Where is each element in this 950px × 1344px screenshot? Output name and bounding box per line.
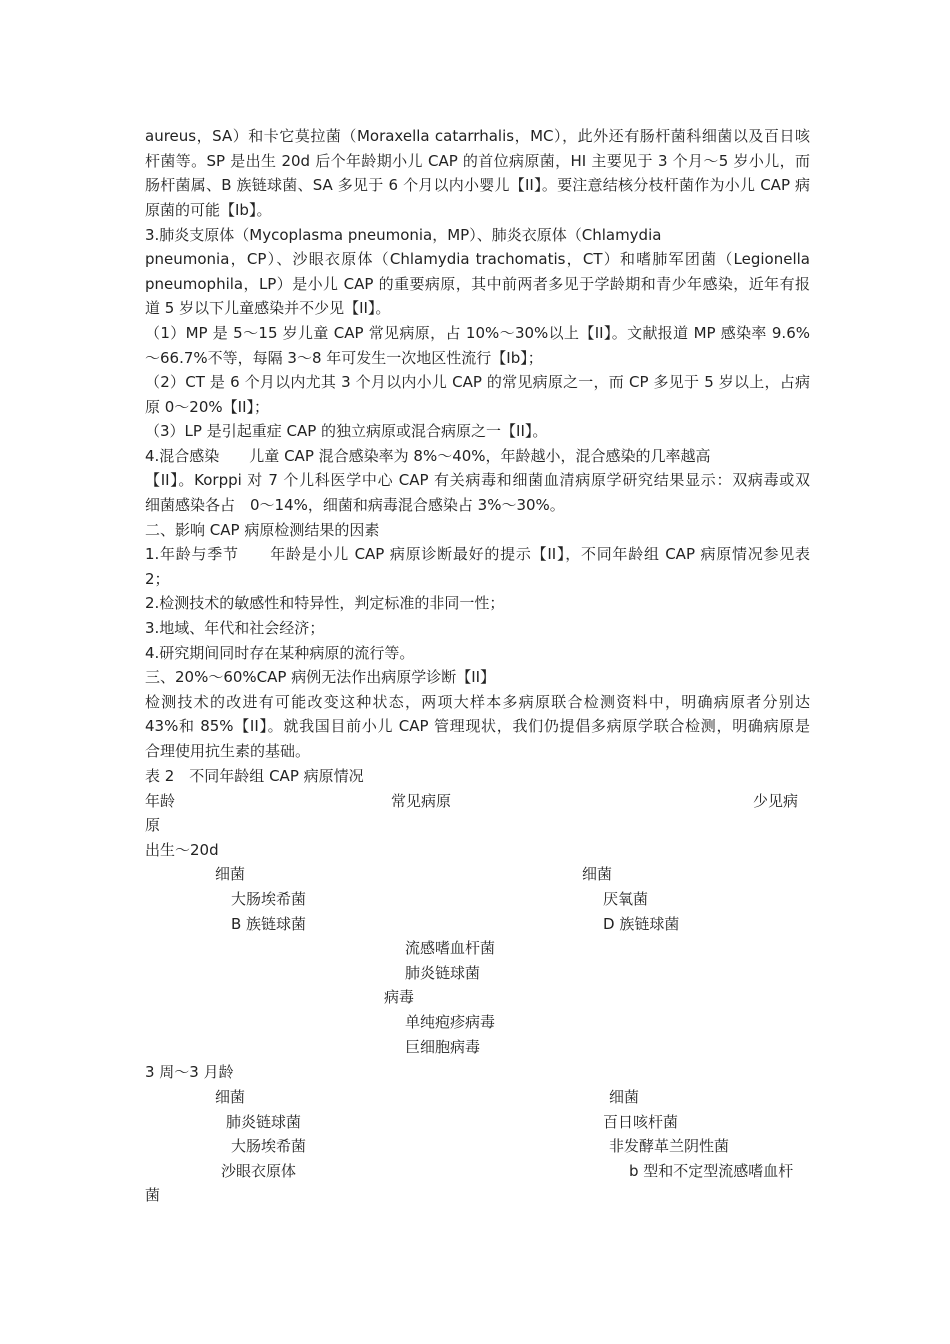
text-line: 道 5 岁以下儿童感染并不少见【II】。 (145, 299, 391, 317)
text-line: （1）MP 是 5～15 岁儿童 CAP 常见病原，占 10%～30%以上【II】。文献报道 MP 感染率 9.6% (145, 324, 810, 342)
table-cell: 厌氧菌 (603, 890, 649, 908)
text-line: 肠杆菌属、B 族链球菌、SA 多见于 6 个月以内小婴儿【II】。要注意结核分枝杆菌作为小儿 CAP 病 (145, 176, 810, 194)
text-line: aureus，SA）和卡它莫拉菌（Moraxella catarrhalis，MC），此外还有肠杆菌科细菌以及百日咳 (145, 127, 810, 145)
table-cell: B 族链球菌 (231, 915, 307, 933)
table-header-rare-cont: 原 (145, 816, 161, 834)
text-line: ～66.7%不等，每隔 3～8 年可发生一次地区性流行【Ib】； (145, 349, 543, 367)
table-header-age: 年龄 (145, 792, 176, 810)
text-line: 细菌感染各占 0～14%，细菌和病毒混合感染占 3%～30%。 (145, 496, 565, 514)
text-line: （3）LP 是引起重症 CAP 的独立病原或混合病原之一【II】。 (145, 422, 548, 440)
table-cell: 流感嗜血杆菌 (405, 939, 496, 957)
table-cell: D 族链球菌 (603, 915, 680, 933)
text-line: 合理使用抗生素的基础。 (145, 742, 311, 760)
table-cell: 大肠埃希菌 (231, 1137, 307, 1155)
text-line: 原 0～20%【II】； (145, 398, 269, 416)
table-cell: 肺炎链球菌 (226, 1113, 302, 1131)
text-line: 3.地域、年代和社会经济； (145, 619, 325, 637)
table-cell: 大肠埃希菌 (231, 890, 307, 908)
table-cell: 单纯疱疹病毒 (405, 1013, 496, 1031)
text-line: 原菌的可能【Ib】。 (145, 201, 272, 219)
table-age-group: 3 周～3 月龄 (145, 1063, 234, 1081)
table-header-common: 常见病原 (391, 792, 452, 810)
text-line: （2）CT 是 6 个月以内尤其 3 个月以内小儿 CAP 的常见病原之一，而 CP 多见于 5 岁以上，占病 (145, 373, 810, 391)
text-line: 检测技术的改进有可能改变这种状态，两项大样本多病原联合检测资料中，明确病原者分别达 (145, 693, 810, 711)
table-age-group: 出生～20d (145, 841, 219, 859)
text-line: pneumophila，LP）是小儿 CAP 的重要病原，其中前两者多见于学龄期和青少年感染，近年有报 (145, 275, 810, 293)
table-cell: 非发酵革兰阴性菌 (609, 1137, 730, 1155)
table-caption: 表 2 不同年龄组 CAP 病原情况 (145, 767, 364, 785)
table-cell: 肺炎链球菌 (405, 964, 481, 982)
text-line: 4.研究期间同时存在某种病原的流行等。 (145, 644, 415, 662)
table-header-rare: 少见病 (753, 792, 799, 810)
section-heading: 二、影响 CAP 病原检测结果的因素 (145, 521, 380, 539)
table-cell: b 型和不定型流感嗜血杆 (629, 1162, 794, 1180)
text-line: 杆菌等。SP 是出生 20d 后个年龄期小儿 CAP 的首位病原菌，HI 主要见于 3 个月～5 岁小儿，而 (145, 152, 810, 170)
table-cell: 细菌 (215, 1088, 246, 1106)
table-cell: 细菌 (609, 1088, 640, 1106)
text-line: 43%和 85%【II】。就我国目前小儿 CAP 管理现状，我们仍提倡多病原学联合检测，明确病原是 (145, 717, 810, 735)
text-line: 2； (145, 570, 170, 588)
table-cell: 巨细胞病毒 (405, 1038, 481, 1056)
table-cell: 细菌 (215, 865, 246, 883)
section-heading: 三、20%～60%CAP 病例无法作出病原学诊断【II】 (145, 668, 496, 686)
table-cell: 百日咳杆菌 (603, 1113, 679, 1131)
table-cell: 菌 (145, 1186, 161, 1204)
text-line: 【II】。Korppi 对 7 个儿科医学中心 CAP 有关病毒和细菌血清病原学研究结果显示：双病毒或双 (145, 471, 810, 489)
text-line: 2.检测技术的敏感性和特异性，判定标准的非同一性； (145, 594, 505, 612)
text-line: pneumonia，CP）、沙眼衣原体（Chlamydia trachomatis，CT）和嗜肺军团菌（Legionella (145, 250, 810, 268)
table-cell: 病毒 (384, 988, 415, 1006)
table-cell: 沙眼衣原体 (221, 1162, 297, 1180)
text-line: 3.肺炎支原体（Mycoplasma pneumonia，MP）、肺炎衣原体（Chlamydia (145, 226, 662, 244)
text-line: 1.年龄与季节 年龄是小儿 CAP 病原诊断最好的提示【II】，不同年龄组 CAP 病原情况参见表 (145, 545, 810, 563)
text-line: 4.混合感染 儿童 CAP 混合感染率为 8%～40%，年龄越小，混合感染的几率越高 (145, 447, 711, 465)
table-cell: 细菌 (582, 865, 613, 883)
